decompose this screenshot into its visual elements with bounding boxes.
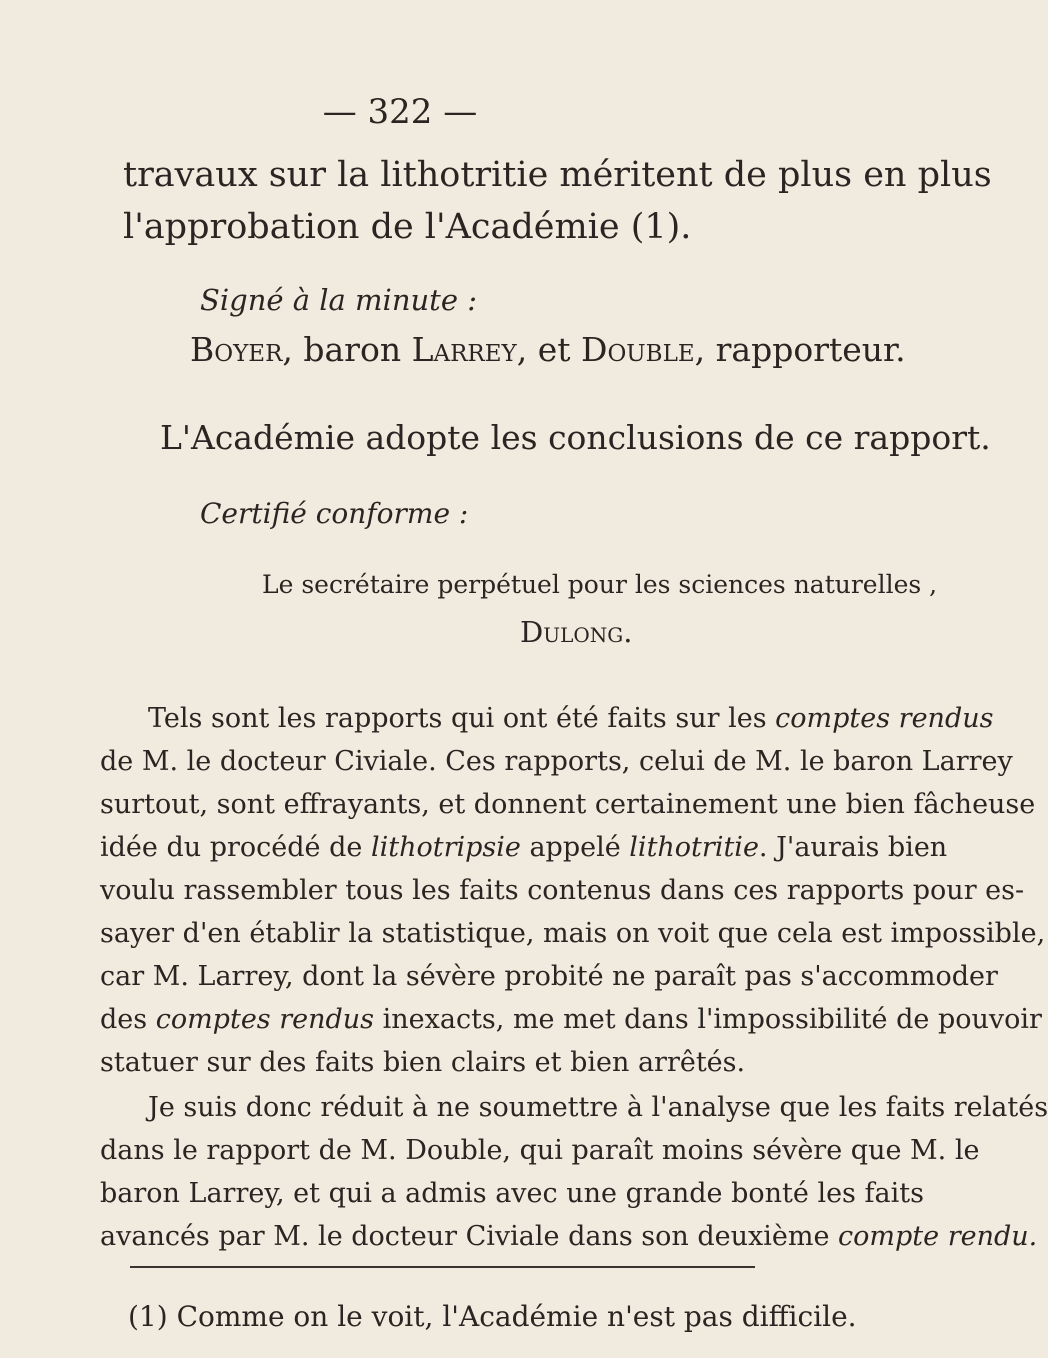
paragraph-line: baron Larrey, et qui a admis avec une grande bonté les faits <box>100 1178 924 1209</box>
paragraph-line: idée du procédé de lithotripsie appelé lithotritie. J'aurais bien <box>100 832 948 863</box>
secretary-title: Le secrétaire perpétuel pour les sciences naturelles , <box>262 570 938 599</box>
text-run: , baron <box>282 330 412 369</box>
paragraph-line: car M. Larrey, dont la sévère probité ne paraît pas s'accommoder <box>100 961 998 992</box>
paragraph-line: de M. le docteur Civiale. Ces rapports, celui de M. le baron Larrey <box>100 746 1013 777</box>
signer-name: Boyer <box>190 330 283 369</box>
footnote: (1) Comme on le voit, l'Académie n'est pas difficile. <box>128 1300 857 1333</box>
paragraph-line: surtout, sont effrayants, et donnent certainement une bien fâcheuse <box>100 789 1036 820</box>
page-number: — 322 — <box>322 92 478 132</box>
adoption-statement: L'Académie adopte les conclusions de ce rapport. <box>160 418 991 457</box>
signer-name: Double <box>580 330 695 369</box>
paragraph-line: statuer sur des faits bien clairs et bien arrêtés. <box>100 1047 746 1078</box>
paragraph-line: dans le rapport de M. Double, qui paraît moins sévère que M. le <box>100 1135 980 1166</box>
paragraph-line: des comptes rendus inexacts, me met dans l'impossibilité de pouvoir <box>100 1004 1042 1035</box>
paragraph-line: sayer d'en établir la statistique, mais on voit que cela est impossible, <box>100 918 1046 949</box>
secretary-name: Dulong. <box>520 615 633 649</box>
text-run: , rapporteur. <box>694 330 906 369</box>
text-line: travaux sur la lithotritie méritent de plus en plus <box>123 155 992 195</box>
paragraph-line: avancés par M. le docteur Civiale dans son deuxième compte rendu. <box>100 1221 1038 1252</box>
text-run: , et <box>516 330 581 369</box>
paragraph-line: voulu rassembler tous les faits contenus dans ces rapports pour es- <box>100 875 1025 906</box>
text-line: l'approbation de l'Académie (1). <box>123 207 692 247</box>
signer-name: Larrey <box>411 330 517 369</box>
footnote-divider <box>130 1266 755 1268</box>
signature-heading: Signé à la minute : <box>200 283 477 317</box>
paragraph-line: Je suis donc réduit à ne soumettre à l'analyse que les faits relatés <box>148 1092 1048 1123</box>
signatories <box>190 330 906 369</box>
certification-heading: Certifié conforme : <box>200 497 469 530</box>
paragraph-line: Tels sont les rapports qui ont été faits sur les comptes rendus <box>148 703 994 734</box>
